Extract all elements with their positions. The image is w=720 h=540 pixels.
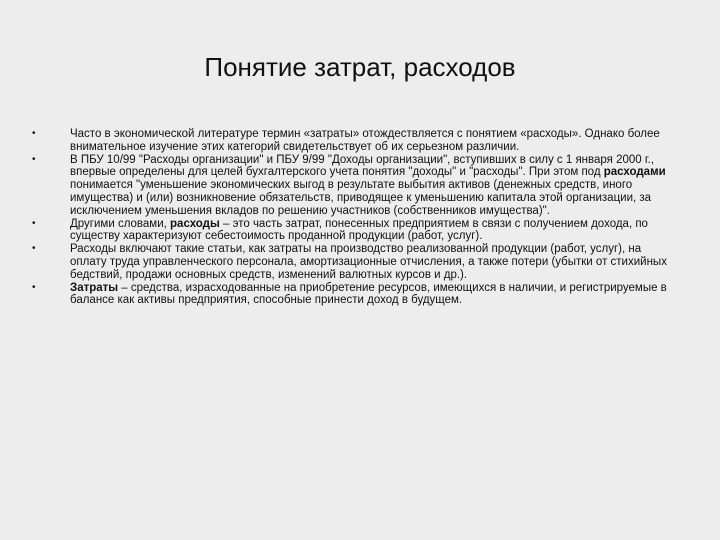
bullet-icon: •: [32, 153, 36, 165]
bullet-icon: •: [32, 281, 36, 293]
bullet-text-part2: понимается "уменьшение экономических выгод в результате выбытия активов (денежных средств, иного имущества) и (или) возникновение обязательств, приводящее к уменьшению капитала этой организации, за исключением уменьшения вкладов по решению участников (собственников имущества)".: [70, 179, 652, 217]
bullet-text-part2: – средства, израсходованные на приобретение ресурсов, имеющихся в наличии, и регистрируемые в балансе как активы предприятия, способные принести доход в будущем.: [70, 281, 667, 307]
bullet-icon: •: [32, 217, 36, 229]
bullet-text-bold: расходы: [170, 217, 220, 230]
bullet-item-4: [30, 243, 670, 281]
bullet-text-bold: расходами: [603, 166, 666, 179]
bullet-text: Расходы включают такие статьи, как затраты на производство реализованной продукции (работ, услуг), на оплату труда управленческого персонала, амортизационные отчисления, а также потери (убытки от стихийных бедствий, продажи основных средств, изменений валютных курсов и др.).: [70, 243, 667, 281]
bullet-list: [30, 128, 670, 307]
bullet-item-5: [30, 282, 670, 308]
bullet-text-part1: Другими словами,: [70, 217, 171, 230]
bullet-text: Часто в экономической литературе термин «затраты» отождествляется с понятием «расходы». Однако более внимательное изучение этих категорий свидетельствует об их серьезном различии.: [70, 128, 660, 153]
slide-title: Понятие затрат, расходов: [204, 52, 516, 82]
bullet-text-bold: Затраты: [70, 281, 119, 294]
bullet-icon: •: [32, 243, 36, 255]
bullet-text-part2: – это часть затрат, понесенных предприятием в связи с получением дохода, по существу характеризуют себестоимость проданной продукции (работ, услуг).: [70, 217, 648, 243]
bullet-item-2: [30, 154, 670, 218]
bullet-icon: •: [32, 128, 36, 139]
bullet-text-part1: В ПБУ 10/99 "Расходы организации" и ПБУ 9/99 "Доходы организации", вступивших в силу с 1 января 2000 г., впервые определены для целей бухгалтерского учета понятия "доходы" и "расходы". При этом под: [70, 153, 655, 179]
bullet-item-1: [30, 128, 670, 154]
bullet-item-3: [30, 218, 670, 244]
